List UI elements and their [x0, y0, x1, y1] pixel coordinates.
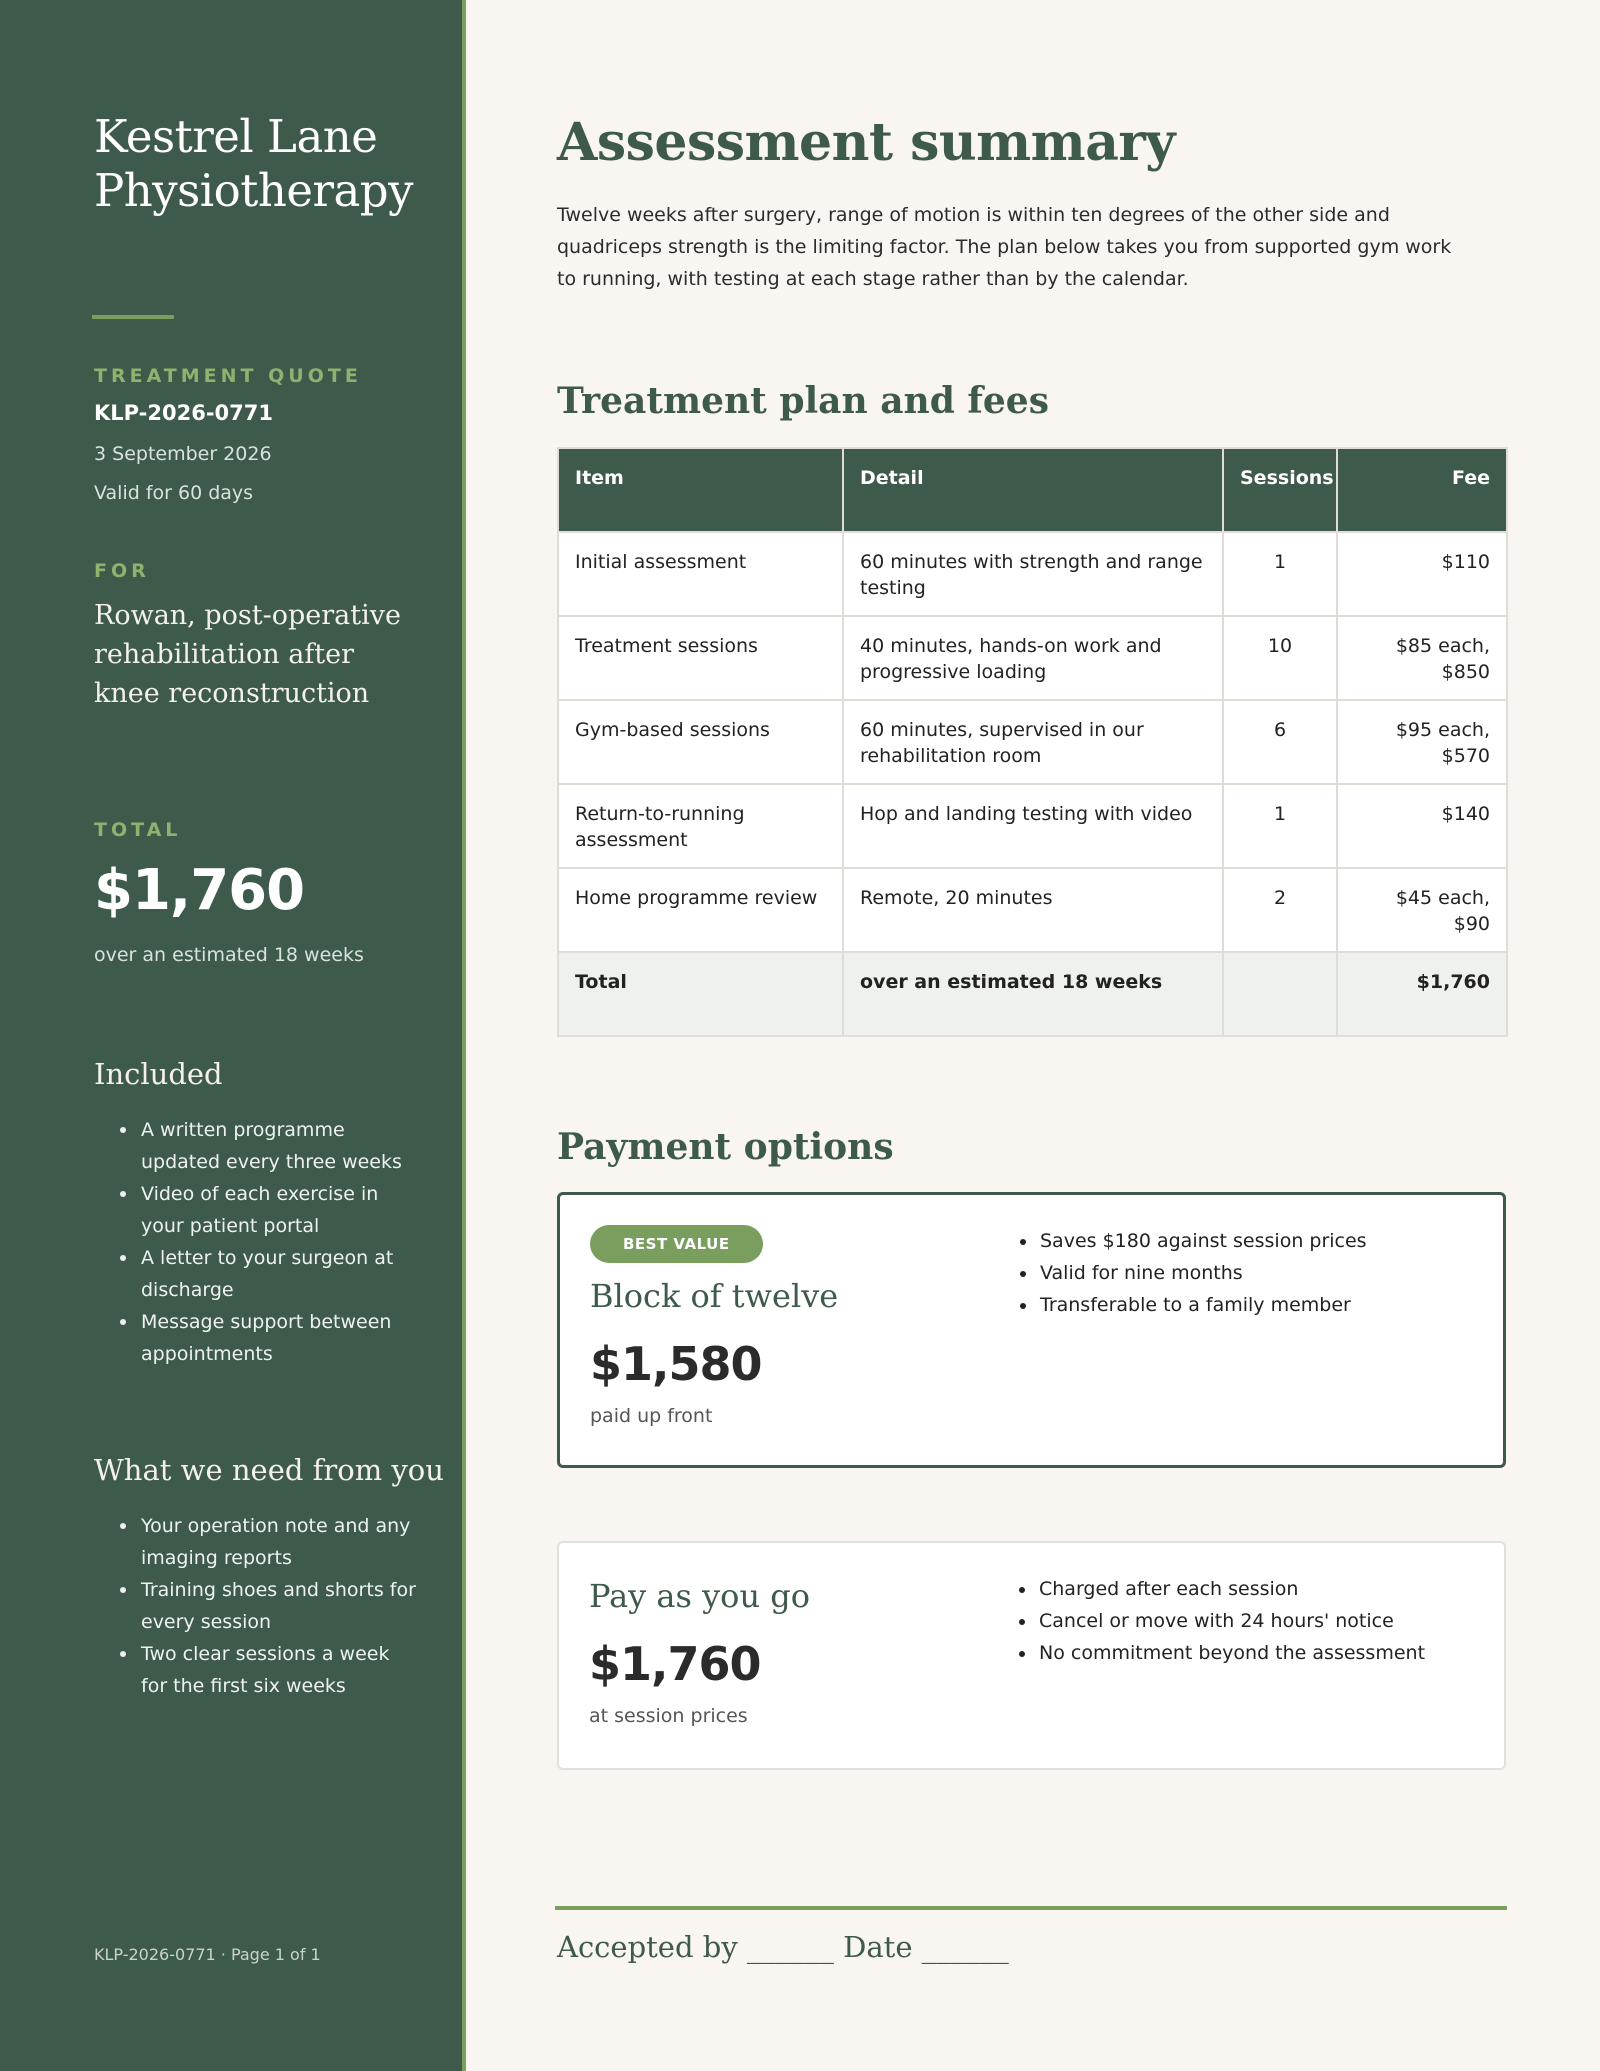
fees-table: [557, 447, 1508, 1037]
cell-item: Initial assessment: [558, 532, 843, 616]
requirements-heading: What we need from you: [94, 1453, 444, 1487]
block-price: $1,580: [590, 1337, 762, 1391]
cell-detail: 60 minutes, supervised in our rehabilitation room: [843, 700, 1223, 784]
cell-sessions: 1: [1223, 784, 1337, 868]
brand-name: Kestrel Lane Physiotherapy: [94, 110, 414, 217]
page-footer: KLP-2026-0771 · Page 1 of 1: [94, 1945, 321, 1964]
header-detail: Detail: [843, 448, 1223, 532]
list-item: No commitment beyond the assessment: [1019, 1637, 1479, 1669]
total-item: Total: [558, 952, 843, 1036]
total-sessions: [1223, 952, 1337, 1036]
list-item: Video of each exercise in your patient portal: [120, 1178, 420, 1242]
quote-date: 3 September 2026: [94, 443, 272, 465]
table-row: [558, 700, 1507, 784]
acceptance-divider: [555, 1906, 1507, 1910]
cell-detail: Remote, 20 minutes: [843, 868, 1223, 952]
requirements-list: [120, 1510, 420, 1702]
cell-item: Treatment sessions: [558, 616, 843, 700]
cell-item: Gym-based sessions: [558, 700, 843, 784]
payment-title: Payment options: [557, 1126, 894, 1168]
sidebar: [0, 0, 466, 2071]
acceptance-line: Accepted by ______ Date ______: [557, 1930, 1009, 1964]
table-total-row: [558, 952, 1507, 1036]
brand-divider: [92, 315, 174, 319]
summary-text: Twelve weeks after surgery, range of motion is within ten degrees of the other side and quadriceps strength is the limiting factor. The plan below takes you from supported gym work to running, with testing at each stage rather than by the calendar.: [557, 204, 1452, 290]
quote-id: KLP-2026-0771: [94, 401, 274, 425]
cell-fee: $95 each, $570: [1337, 700, 1507, 784]
cell-detail: 40 minutes, hands-on work and progressive loading: [843, 616, 1223, 700]
list-item: Two clear sessions a week for the first six weeks: [120, 1638, 420, 1702]
list-item: A letter to your surgeon at discharge: [120, 1242, 420, 1306]
table-row: [558, 616, 1507, 700]
quote-label: TREATMENT QUOTE: [94, 365, 362, 387]
payg-payment-card: [557, 1541, 1506, 1770]
header-item: Item: [558, 448, 843, 532]
total-amount: $1,760: [94, 858, 305, 923]
payg-title: Pay as you go: [589, 1577, 810, 1615]
list-item: Message support between appointments: [120, 1306, 420, 1370]
cell-fee: $85 each, $850: [1337, 616, 1507, 700]
plan-title: Treatment plan and fees: [557, 380, 1049, 422]
list-item: Transferable to a family member: [1020, 1289, 1480, 1321]
cell-detail: Hop and landing testing with video: [843, 784, 1223, 868]
header-fee: Fee: [1337, 448, 1507, 532]
list-item: Your operation note and any imaging reports: [120, 1510, 420, 1574]
cell-fee: $140: [1337, 784, 1507, 868]
list-item: Charged after each session: [1019, 1573, 1479, 1605]
summary-title: Assessment summary: [557, 112, 1175, 173]
table-row: [558, 784, 1507, 868]
list-item: Valid for nine months: [1020, 1257, 1480, 1289]
total-fee: $1,760: [1337, 952, 1507, 1036]
cell-sessions: 6: [1223, 700, 1337, 784]
quote-validity: Valid for 60 days: [94, 482, 254, 504]
table-row: [558, 532, 1507, 616]
payg-price: $1,760: [589, 1637, 761, 1691]
cell-detail: 60 minutes with strength and range testing: [843, 532, 1223, 616]
client-description: Rowan, post-operative rehabilitation after knee reconstruction: [94, 600, 401, 709]
table-header-row: [558, 448, 1507, 532]
list-item: A written programme updated every three weeks: [120, 1114, 420, 1178]
cell-sessions: 2: [1223, 868, 1337, 952]
block-payment-card: [557, 1192, 1506, 1468]
payg-note: at session prices: [589, 1705, 748, 1727]
cell-fee: $45 each, $90: [1337, 868, 1507, 952]
for-label: FOR: [94, 560, 150, 582]
included-list: [120, 1114, 420, 1370]
block-benefits: [1020, 1225, 1480, 1321]
cell-sessions: 1: [1223, 532, 1337, 616]
best-value-badge: BEST VALUE: [590, 1225, 763, 1263]
table-row: [558, 868, 1507, 952]
header-sessions: Sessions: [1223, 448, 1337, 532]
total-duration: over an estimated 18 weeks: [94, 944, 364, 966]
list-item: Cancel or move with 24 hours' notice: [1019, 1605, 1479, 1637]
block-note: paid up front: [590, 1405, 713, 1427]
cell-fee: $110: [1337, 532, 1507, 616]
block-title: Block of twelve: [590, 1277, 839, 1315]
total-detail: over an estimated 18 weeks: [843, 952, 1223, 1036]
list-item: Saves $180 against session prices: [1020, 1225, 1480, 1257]
total-label: TOTAL: [94, 819, 182, 841]
cell-item: Home programme review: [558, 868, 843, 952]
cell-item: Return-to-running assessment: [558, 784, 843, 868]
cell-sessions: 10: [1223, 616, 1337, 700]
included-heading: Included: [94, 1057, 223, 1091]
list-item: Training shoes and shorts for every session: [120, 1574, 420, 1638]
payg-benefits: [1019, 1573, 1479, 1669]
